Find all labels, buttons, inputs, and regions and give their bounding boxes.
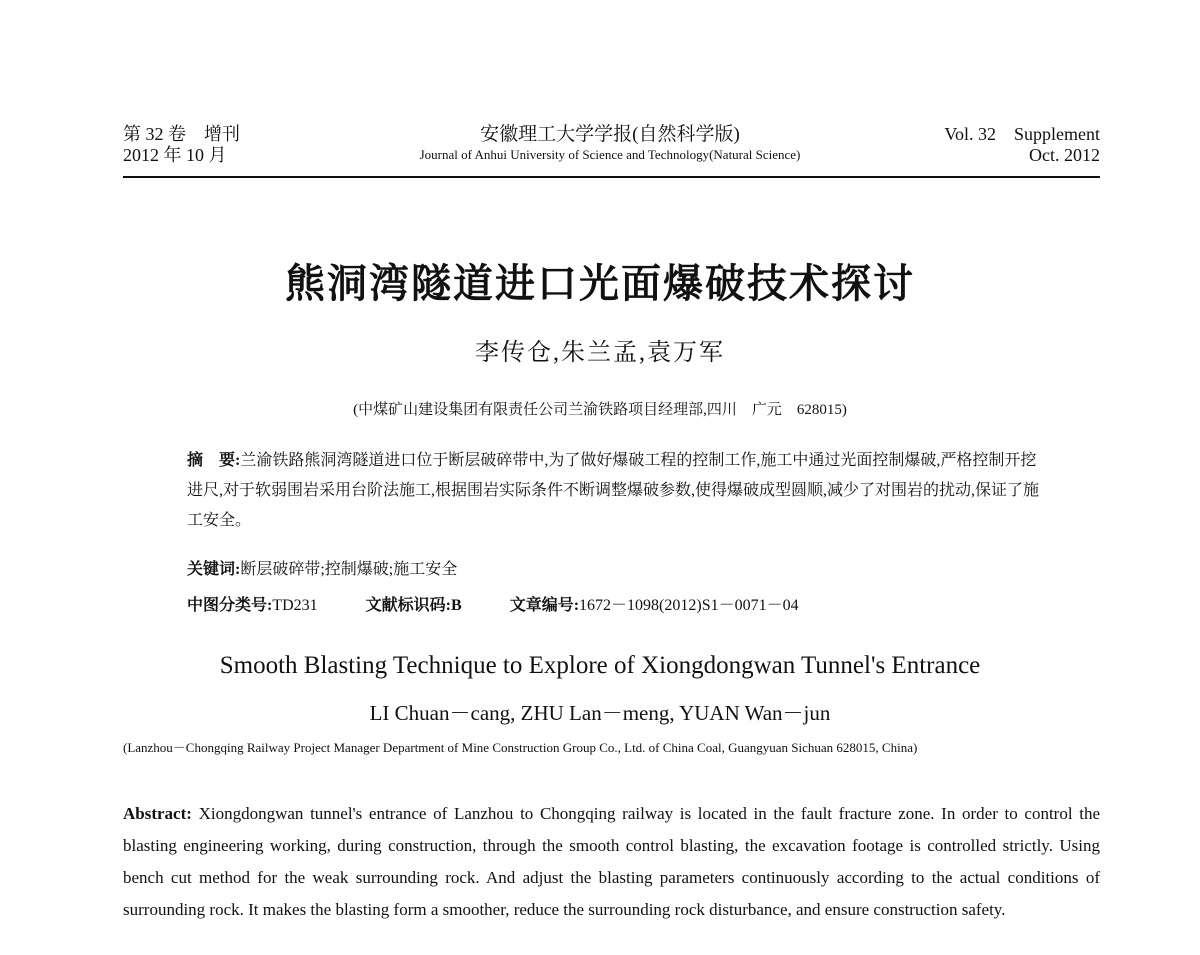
journal-name (300, 124, 920, 164)
date-en: Oct. 2012 (1029, 145, 1100, 165)
journal-name-cn: 安徽理工大学学报(自然科学版) (480, 124, 740, 145)
article-number-value: 1672－1098(2012)S1－0071－04 (579, 597, 799, 614)
english-affiliation: (Lanzhou－Chongqing Railway Project Manager Department of Mine Construction Group Co., Ltd. of China Coal, Guangyuan Sichuan 628015, China) (123, 740, 918, 755)
abstract-cn (187, 446, 1047, 536)
keywords (187, 556, 457, 579)
volume-en: Vol. 32 Supplement (944, 124, 1100, 144)
keywords-label: 关键词: (187, 561, 241, 578)
english-abstract-text: Xiongdongwan tunnel's entrance of Lanzhou to Chongqing railway is located in the fault fracture zone. In order to control the blasting engineering working, during construction, through the smooth control blasting, the excavation footage is controlled strictly. Using bench cut method for the weak surrounding rock. And adjust the blasting parameters continuously according to the actual conditions of surrounding rock. It makes the blasting form a smoother, reduce the surrounding rock disturbance, and ensure construction safety. (123, 804, 1100, 919)
english-title: Smooth Blasting Technique to Explore of Xiongdongwan Tunnel's Entrance (219, 652, 981, 679)
english-abstract (123, 798, 1100, 926)
affiliation: (中煤矿山建设集团有限责任公司兰渝铁路项目经理部,四川 广元 628015) (353, 402, 847, 418)
journal-volume-info (123, 124, 240, 166)
article-number-label: 文章编号: (509, 597, 580, 614)
keywords-text: 断层破碎带;控制爆破;施工安全 (240, 561, 458, 578)
header-rule (123, 176, 1100, 178)
abstract-cn-label: 摘 要: (187, 452, 241, 469)
english-authors: LI Chuan－cang, ZHU Lan－meng, YUAN Wan－jun (369, 701, 831, 725)
journal-volume-info-en (944, 124, 1100, 166)
english-abstract-label: Abstract: (123, 804, 192, 823)
clc-label: 中图分类号: (187, 597, 273, 614)
doc-code-label: 文献标识码: (365, 597, 452, 614)
abstract-cn-text: 兰渝铁路熊洞湾隧道进口位于断层破碎带中,为了做好爆破工程的控制工作,施工中通过光面控制爆破,严格控制开挖进尺,对于软弱围岩采用台阶法施工,根据围岩实际条件不断调整爆破参数,使得爆破成型圆顺,减少了对围岩的扰动,保证了施工安全。 (187, 452, 1040, 529)
doc-code-value: B (451, 597, 462, 614)
publication-date: 2012 年 10 月 (123, 145, 227, 165)
clc-value: TD231 (272, 597, 318, 614)
journal-name-en: Journal of Anhui University of Science and Technology(Natural Science) (419, 147, 801, 162)
paper-title: 熊洞湾隧道进口光面爆破技术探讨 (285, 260, 915, 307)
volume-issue: 第 32 卷 增刊 (123, 124, 240, 144)
author-list: 李传仓,朱兰孟,袁万军 (475, 340, 725, 366)
classification-line (187, 592, 799, 615)
